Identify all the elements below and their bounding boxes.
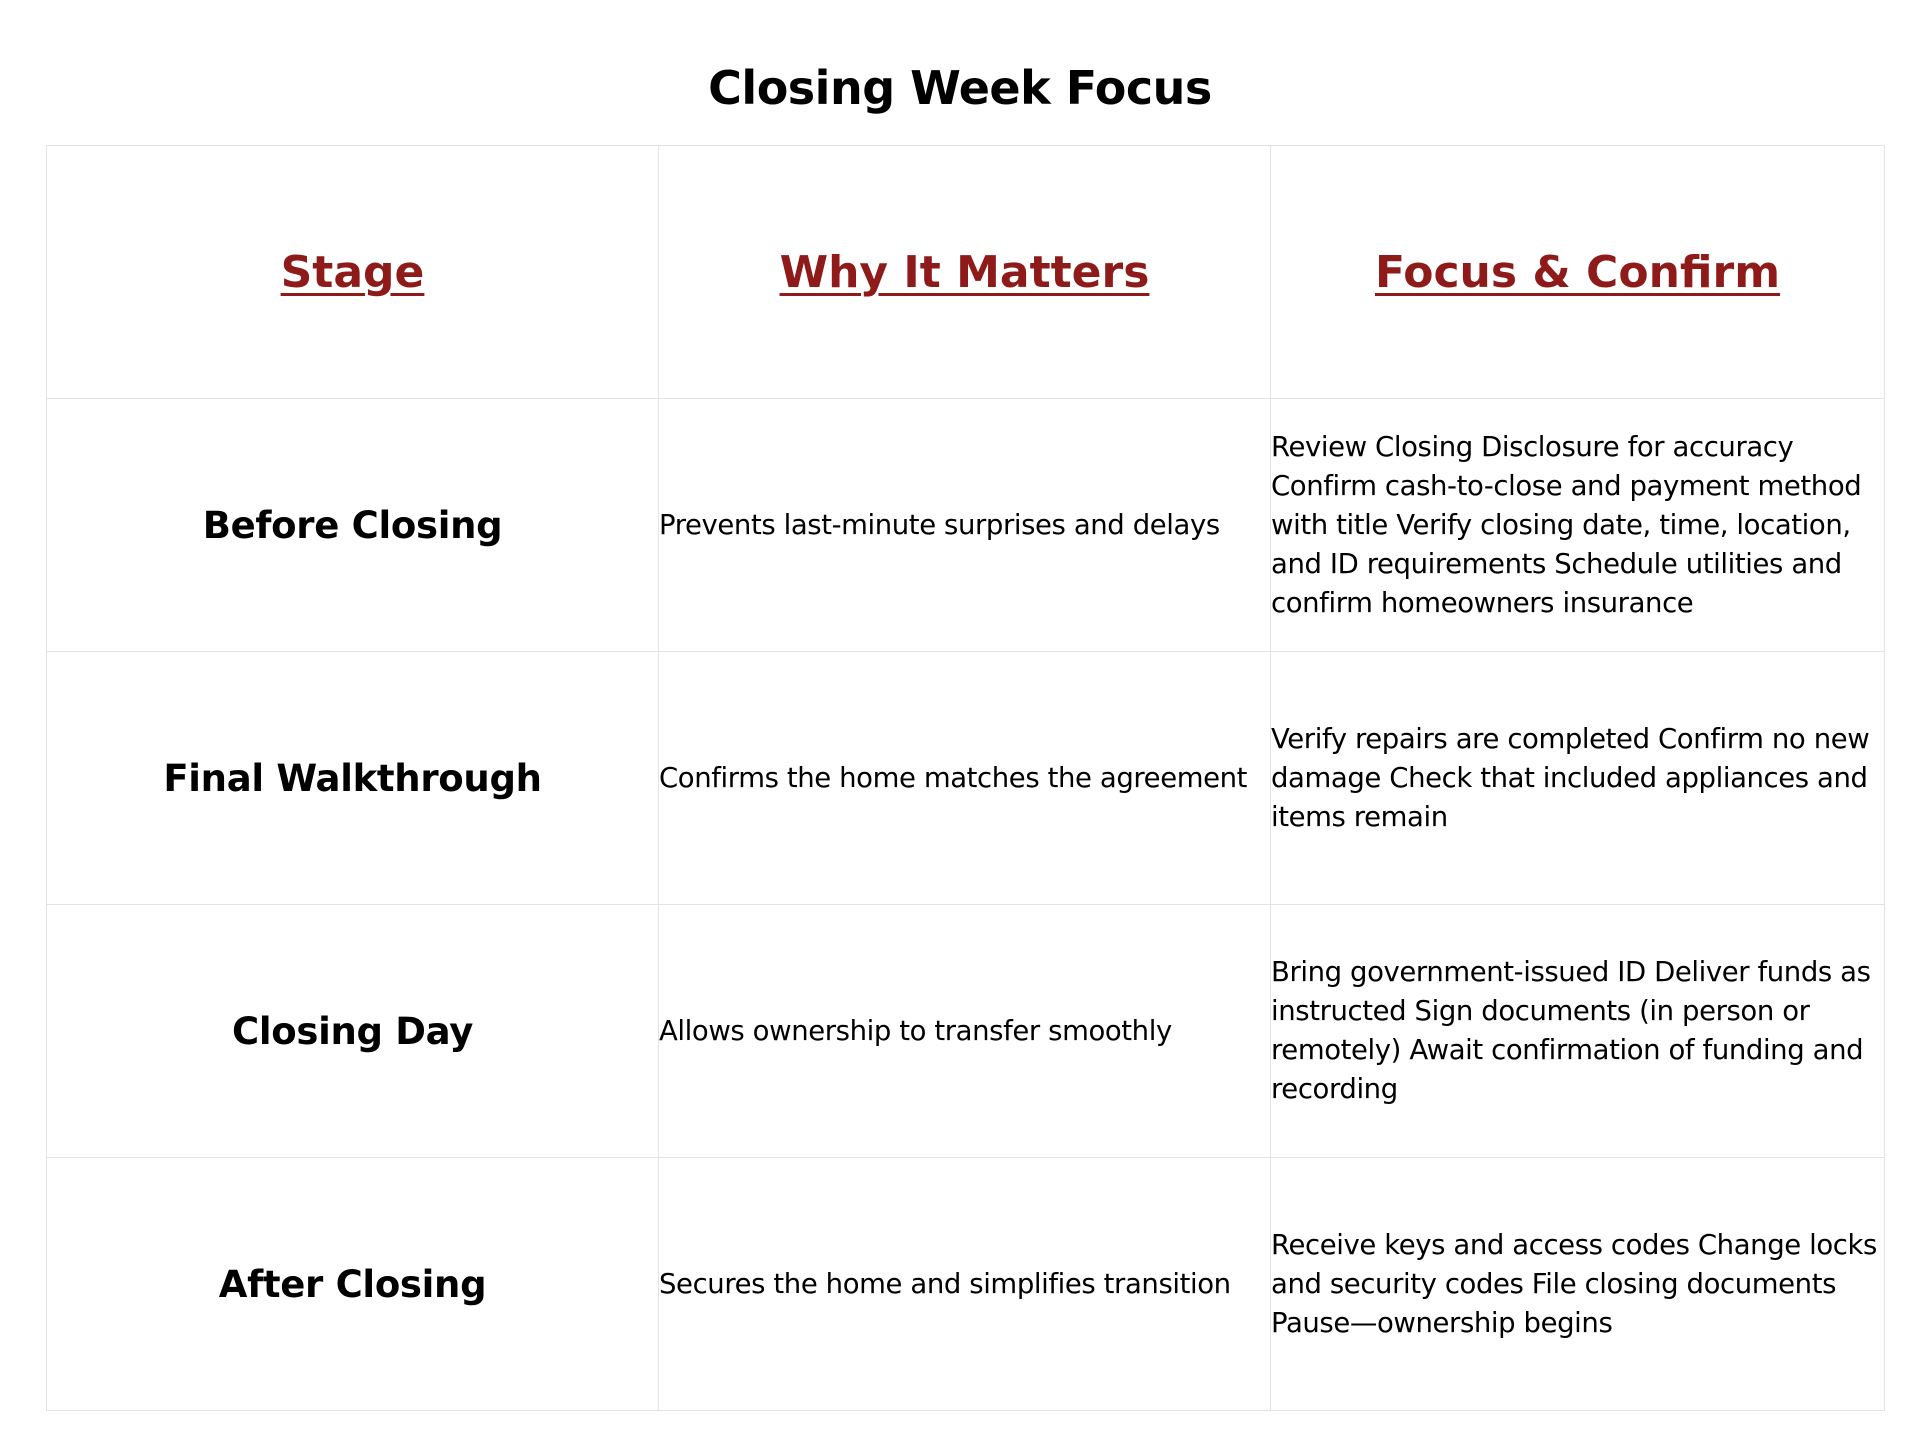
column-header-stage: Stage	[47, 146, 659, 399]
stage-cell: After Closing	[47, 1158, 659, 1411]
why-cell: Allows ownership to transfer smoothly	[659, 905, 1271, 1158]
focus-cell: Review Closing Disclosure for accuracy Confirm cash-to-close and payment method with title Verify closing date, time, location, and ID requirements Schedule utilities and confirm homeowners insurance	[1271, 399, 1885, 652]
focus-cell: Receive keys and access codes Change locks and security codes File closing documents Pause—ownership begins	[1271, 1158, 1885, 1411]
closing-week-table	[46, 145, 1885, 1411]
column-header-focus-confirm: Focus & Confirm	[1271, 146, 1885, 399]
why-cell: Prevents last-minute surprises and delays	[659, 399, 1271, 652]
why-cell: Secures the home and simplifies transition	[659, 1158, 1271, 1411]
table-header-row	[47, 146, 1885, 399]
why-cell: Confirms the home matches the agreement	[659, 652, 1271, 905]
stage-cell: Final Walkthrough	[47, 652, 659, 905]
stage-cell: Closing Day	[47, 905, 659, 1158]
table-row	[47, 1158, 1885, 1411]
table-row	[47, 652, 1885, 905]
table-row	[47, 905, 1885, 1158]
focus-cell: Verify repairs are completed Confirm no new damage Check that included appliances and items remain	[1271, 652, 1885, 905]
column-header-why-it-matters: Why It Matters	[659, 146, 1271, 399]
stage-cell: Before Closing	[47, 399, 659, 652]
table-row	[47, 399, 1885, 652]
page-title: Closing Week Focus	[708, 61, 1212, 115]
focus-cell: Bring government-issued ID Deliver funds as instructed Sign documents (in person or remotely) Await confirmation of funding and recording	[1271, 905, 1885, 1158]
